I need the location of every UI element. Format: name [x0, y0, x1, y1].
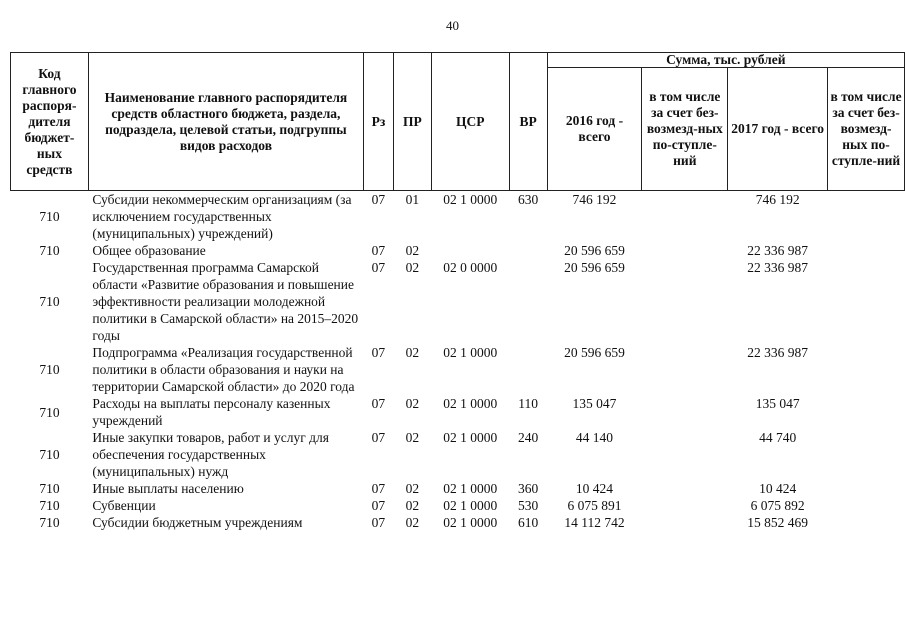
row-csr: 02 1 0000	[443, 498, 498, 513]
row-rz: 07	[371, 481, 386, 496]
row-csr: 02 1 0000	[443, 430, 498, 445]
row-pr: 02	[405, 345, 420, 360]
table-row	[11, 480, 905, 497]
row-pr: 02	[405, 430, 420, 445]
row-2017-total: 15 852 469	[747, 515, 808, 530]
table-body	[11, 191, 905, 532]
row-2017-total: 10 424	[759, 481, 797, 496]
row-csr: 02 1 0000	[443, 481, 498, 496]
row-code: 710	[39, 498, 60, 513]
header-code: Код главного распоря-дителя бюджет-ных средств	[11, 53, 89, 191]
row-vr: 110	[518, 396, 538, 411]
row-name: Субсидии бюджетным учреждениям	[92, 515, 303, 530]
row-pr: 02	[405, 396, 420, 411]
row-rz: 07	[371, 498, 386, 513]
row-code: 710	[39, 404, 60, 420]
budget-table	[10, 52, 905, 531]
row-rz: 07	[371, 243, 386, 258]
row-pr: 02	[405, 515, 420, 530]
header-pr: ПР	[393, 53, 431, 191]
row-name: Субвенции	[92, 498, 156, 513]
row-2017-free	[828, 429, 905, 480]
row-2017-free	[828, 344, 905, 395]
row-csr: 02 1 0000	[443, 192, 498, 207]
row-2016-total: 20 596 659	[564, 260, 625, 275]
row-rz: 07	[371, 515, 386, 530]
row-vr: 630	[517, 192, 539, 207]
row-2016-total: 135 047	[572, 396, 617, 411]
row-2016-free	[642, 344, 728, 395]
row-2016-free	[642, 429, 728, 480]
row-name: Расходы на выплаты персоналу казенных учреждений	[92, 396, 331, 428]
row-rz: 07	[371, 192, 386, 207]
table-row	[11, 242, 905, 259]
row-2016-total: 14 112 742	[564, 515, 625, 530]
header-sum: Сумма, тыс. рублей	[547, 53, 904, 68]
table-row	[11, 395, 905, 429]
row-pr: 02	[405, 498, 420, 513]
row-pr: 02	[405, 243, 420, 258]
row-2016-total: 10 424	[575, 481, 614, 496]
row-name: Иные выплаты населению	[92, 481, 244, 496]
header-2017-free: в том числе за счет без-возмезд-ных по-ступле-ний	[828, 68, 905, 191]
row-vr: 610	[517, 515, 539, 530]
row-code: 710	[39, 209, 60, 224]
row-code: 710	[39, 515, 60, 530]
row-name: Иные закупки товаров, работ и услуг для обеспечения государственных (муниципальных) нужд	[92, 430, 329, 479]
row-vr	[509, 242, 547, 259]
header-2016-free: в том числе за счет без-возмезд-ных по-ступле-ний	[642, 68, 728, 191]
table-row	[11, 514, 905, 531]
row-name: Общее образование	[92, 243, 206, 258]
row-2016-total: 6 075 891	[567, 498, 622, 513]
header-vr: ВР	[509, 53, 547, 191]
row-vr: 240	[517, 430, 539, 445]
row-2017-free	[828, 395, 905, 429]
row-code: 710	[39, 294, 60, 309]
header-rz: Рз	[363, 53, 393, 191]
row-2017-free	[828, 497, 905, 514]
row-2017-free	[828, 242, 905, 259]
row-2016-free	[642, 497, 728, 514]
table-row	[11, 344, 905, 395]
row-2016-free	[642, 395, 728, 429]
row-code: 710	[39, 243, 60, 258]
header-2016-total: 2016 год - всего	[547, 68, 642, 191]
row-2016-free	[642, 480, 728, 497]
row-2017-free	[828, 480, 905, 497]
row-2016-free	[642, 191, 728, 243]
table-row	[11, 259, 905, 344]
row-name: Субсидии некоммерческим организациям (за исключением государственных (муниципальных) учреждений)	[92, 192, 352, 241]
row-vr	[509, 344, 547, 395]
row-pr: 02	[405, 481, 420, 496]
row-rz: 07	[371, 345, 386, 360]
row-name: Подпрограмма «Реализация государственной политики в области образования и науки на территории Самарской области» до 2020 года	[92, 345, 355, 394]
row-2016-total: 20 596 659	[564, 345, 625, 360]
row-csr: 02 1 0000	[443, 345, 498, 360]
row-vr: 530	[517, 498, 539, 513]
row-2017-free	[828, 514, 905, 531]
row-csr: 02 1 0000	[443, 515, 498, 530]
row-2016-free	[642, 514, 728, 531]
row-rz: 07	[371, 260, 386, 275]
row-csr: 02 1 0000	[443, 396, 498, 411]
row-2016-total: 746 192	[572, 192, 617, 207]
row-csr: 02 0 0000	[443, 260, 498, 275]
page-number: 40	[446, 18, 459, 33]
table-row	[11, 429, 905, 480]
row-2016-free	[642, 242, 728, 259]
row-2017-total: 22 336 987	[747, 345, 808, 360]
row-code: 710	[39, 362, 60, 377]
row-2017-free	[828, 191, 905, 243]
row-2016-total: 44 140	[575, 430, 614, 445]
row-code: 710	[39, 447, 60, 462]
table-row	[11, 191, 905, 243]
table-header	[11, 53, 905, 191]
row-code: 710	[39, 481, 60, 496]
table-row	[11, 497, 905, 514]
row-vr: 360	[517, 481, 539, 496]
row-2017-total: 746 192	[755, 192, 800, 207]
header-csr: ЦСР	[431, 53, 509, 191]
row-2017-total: 135 047	[755, 396, 800, 411]
row-2016-free	[642, 259, 728, 344]
row-2016-total: 20 596 659	[564, 243, 625, 258]
row-2017-total: 44 740	[759, 430, 797, 445]
row-name: Государственная программа Самарской области «Развитие образования и повышение эффективности реализации молодежной политики в Самарской области» на 2015–2020 годы	[92, 260, 359, 343]
row-2017-free	[828, 259, 905, 344]
row-2017-total: 22 336 987	[747, 243, 808, 258]
row-pr: 01	[405, 192, 420, 207]
row-2017-total: 22 336 987	[747, 260, 808, 275]
row-vr	[509, 259, 547, 344]
row-rz: 07	[371, 396, 386, 411]
header-2017-total: 2017 год - всего	[728, 68, 828, 191]
header-name: Наименование главного распорядителя средств областного бюджета, раздела, подраздела, целевой статьи, подгруппы видов расходов	[88, 53, 363, 191]
row-csr	[431, 242, 509, 259]
row-pr: 02	[405, 260, 420, 275]
row-rz: 07	[371, 430, 386, 445]
row-2017-total: 6 075 892	[750, 498, 805, 513]
